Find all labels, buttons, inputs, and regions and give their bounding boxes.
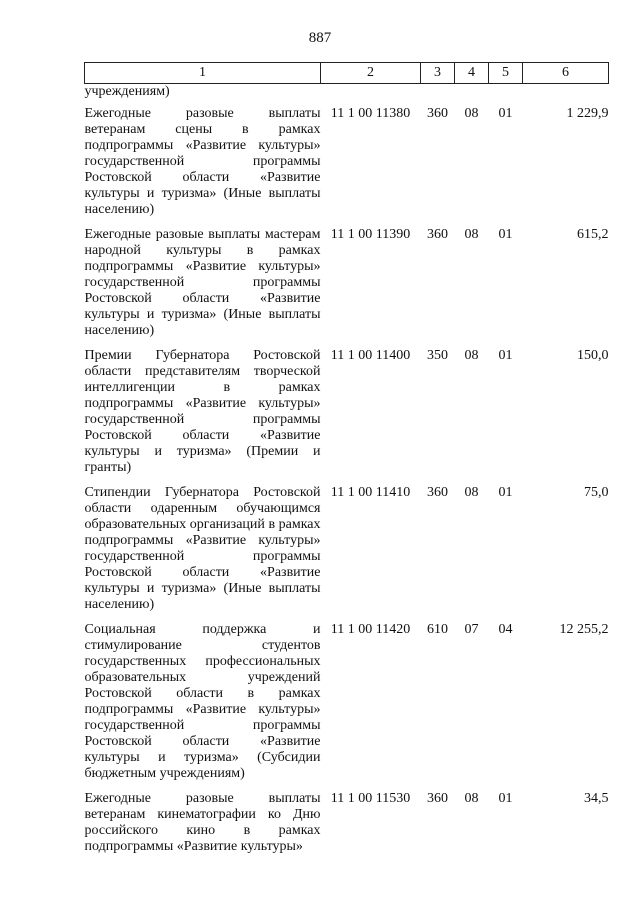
row-code: 11 1 00 11400 <box>330 348 411 363</box>
row-code: 11 1 00 11380 <box>330 106 411 121</box>
row-vr: 360 <box>427 227 448 242</box>
row-pr: 01 <box>498 227 513 242</box>
table-row <box>85 622 609 791</box>
row-name: Премии Губернатора Ростовской области представителям творческой интеллигенции в рамках подпрограммы «Развитие культуры» государственной программы Ростовской области «Развитие культуры и туризма» (Премии и гранты) <box>84 348 321 475</box>
row-vr: 360 <box>427 485 448 500</box>
row-rz: 07 <box>464 622 479 637</box>
row-amount: 1 229,9 <box>566 106 609 121</box>
header-col-3: 3 <box>421 63 455 84</box>
table-row <box>85 791 609 864</box>
row-code: 11 1 00 11530 <box>330 791 411 806</box>
row-vr: 350 <box>427 348 448 363</box>
row-name: Социальная поддержка и стимулирование студентов государственных профессиональных образовательных учреждений Ростовской области в рамках подпрограммы «Развитие культуры» государственной программы Ростовской области «Развитие культуры и туризма» (Субсидии бюджетным учреждениям) <box>84 622 321 781</box>
table-header <box>85 63 609 84</box>
row-code: 11 1 00 11390 <box>330 227 411 242</box>
table-row <box>85 227 609 348</box>
header-col-1: 1 <box>85 63 321 84</box>
table-row <box>85 106 609 227</box>
page-number: 887 <box>308 30 332 46</box>
row-vr: 360 <box>427 106 448 121</box>
row-rz: 08 <box>464 791 479 806</box>
row-amount: 34,5 <box>584 791 609 806</box>
row-amount: 615,2 <box>577 227 609 242</box>
row-code: 11 1 00 11420 <box>330 622 411 637</box>
row-name: Ежегодные разовые выплаты ветеранам кинематографии ко Дню российского кино в рамках подпрограммы «Развитие культуры» <box>84 791 321 854</box>
row-rz: 08 <box>464 227 479 242</box>
table-row <box>85 485 609 622</box>
continuation-text: учреждениям) <box>84 84 170 99</box>
row-name: Ежегодные разовые выплаты мастерам народной культуры в рамках подпрограммы «Развитие культуры» государственной программы Ростовской области «Развитие культуры и туризма» (Иные выплаты населению) <box>84 227 321 338</box>
header-row <box>85 63 609 84</box>
row-pr: 01 <box>498 106 513 121</box>
row-code: 11 1 00 11410 <box>330 485 411 500</box>
row-vr: 610 <box>427 622 448 637</box>
row-pr: 04 <box>498 622 513 637</box>
header-col-5: 5 <box>489 63 523 84</box>
row-rz: 08 <box>464 348 479 363</box>
row-name: Ежегодные разовые выплаты ветеранам сцены в рамках подпрограммы «Развитие культуры» государственной программы Ростовской области «Развитие культуры и туризма» (Иные выплаты населению) <box>84 106 321 217</box>
row-pr: 01 <box>498 348 513 363</box>
row-amount: 150,0 <box>577 348 609 363</box>
budget-table <box>84 62 609 864</box>
row-rz: 08 <box>464 485 479 500</box>
header-col-2: 2 <box>321 63 421 84</box>
continuation-row <box>85 84 609 107</box>
row-pr: 01 <box>498 791 513 806</box>
row-amount: 12 255,2 <box>559 622 609 637</box>
row-rz: 08 <box>464 106 479 121</box>
header-col-4: 4 <box>455 63 489 84</box>
header-col-6: 6 <box>523 63 609 84</box>
row-pr: 01 <box>498 485 513 500</box>
row-name: Стипендии Губернатора Ростовской области одаренным обучающимся образовательных организаций в рамках подпрограммы «Развитие культуры» государственной программы Ростовской области «Развитие культуры и туризма» (Иные выплаты населению) <box>84 485 321 612</box>
row-vr: 360 <box>427 791 448 806</box>
table-row <box>85 348 609 485</box>
row-amount: 75,0 <box>584 485 609 500</box>
table-body <box>85 84 609 865</box>
